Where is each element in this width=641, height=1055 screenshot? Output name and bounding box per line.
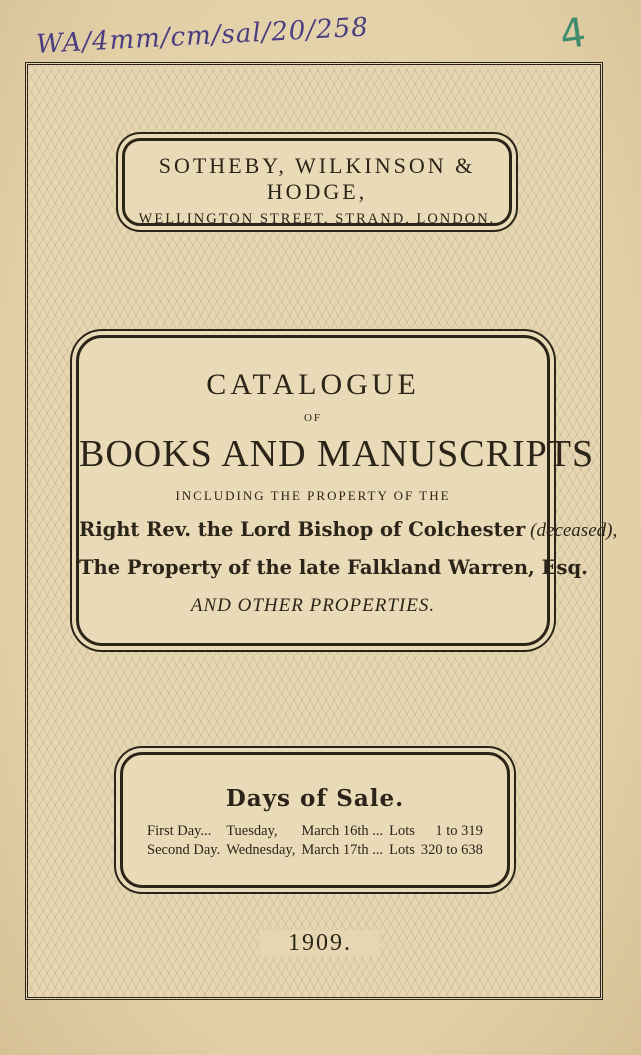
auctioneer-address: WELLINGTON STREET, STRAND, LONDON.: [138, 211, 496, 227]
sale-day-date: March 16th ...: [301, 823, 384, 839]
other-properties: AND OTHER PROPERTIES.: [190, 595, 436, 616]
deceased-note: (deceased),: [530, 520, 618, 541]
sale-day-label: Second Day.: [147, 842, 221, 858]
auctioneer-name: SOTHEBY, WILKINSON & HODGE,: [158, 153, 476, 204]
sale-day-weekday: Tuesday,: [226, 823, 278, 839]
sale-day-row: [144, 822, 486, 841]
catalogue-heading: CATALOGUE: [206, 368, 420, 401]
sale-day-date: March 17th ...: [301, 842, 384, 858]
sale-day-lot-range: 1 to 319: [435, 823, 483, 839]
corner-mark: 4: [557, 9, 589, 59]
title-cartouche: [76, 335, 618, 646]
sale-day-lot-range: 320 to 638: [420, 842, 483, 858]
sale-day-lots-label: Lots: [389, 823, 415, 839]
days-heading: Days of Sale.: [225, 785, 405, 812]
header-cartouche: [122, 138, 512, 226]
days-cartouche: [120, 752, 510, 888]
including-line: INCLUDING THE PROPERTY OF THE: [175, 488, 451, 503]
of-label: OF: [303, 412, 323, 424]
handwritten-reference: WA/4mm/cm/sal/20/258: [35, 12, 370, 60]
sale-year: 1909.: [260, 930, 380, 957]
property-line: The Property of the late Falkland Warren, Esq.: [79, 556, 588, 579]
main-title: BOOKS AND MANUSCRIPTS: [79, 433, 595, 475]
bishop-name: Right Rev. the Lord Bishop of Colchester: [79, 518, 526, 541]
sale-day-lots-label: Lots: [389, 842, 415, 858]
sale-day-row: [144, 841, 486, 860]
sale-days-table: [144, 822, 486, 860]
sale-day-label: First Day...: [147, 823, 212, 839]
sale-day-weekday: Wednesday,: [226, 842, 296, 858]
bishop-line: [79, 518, 618, 542]
